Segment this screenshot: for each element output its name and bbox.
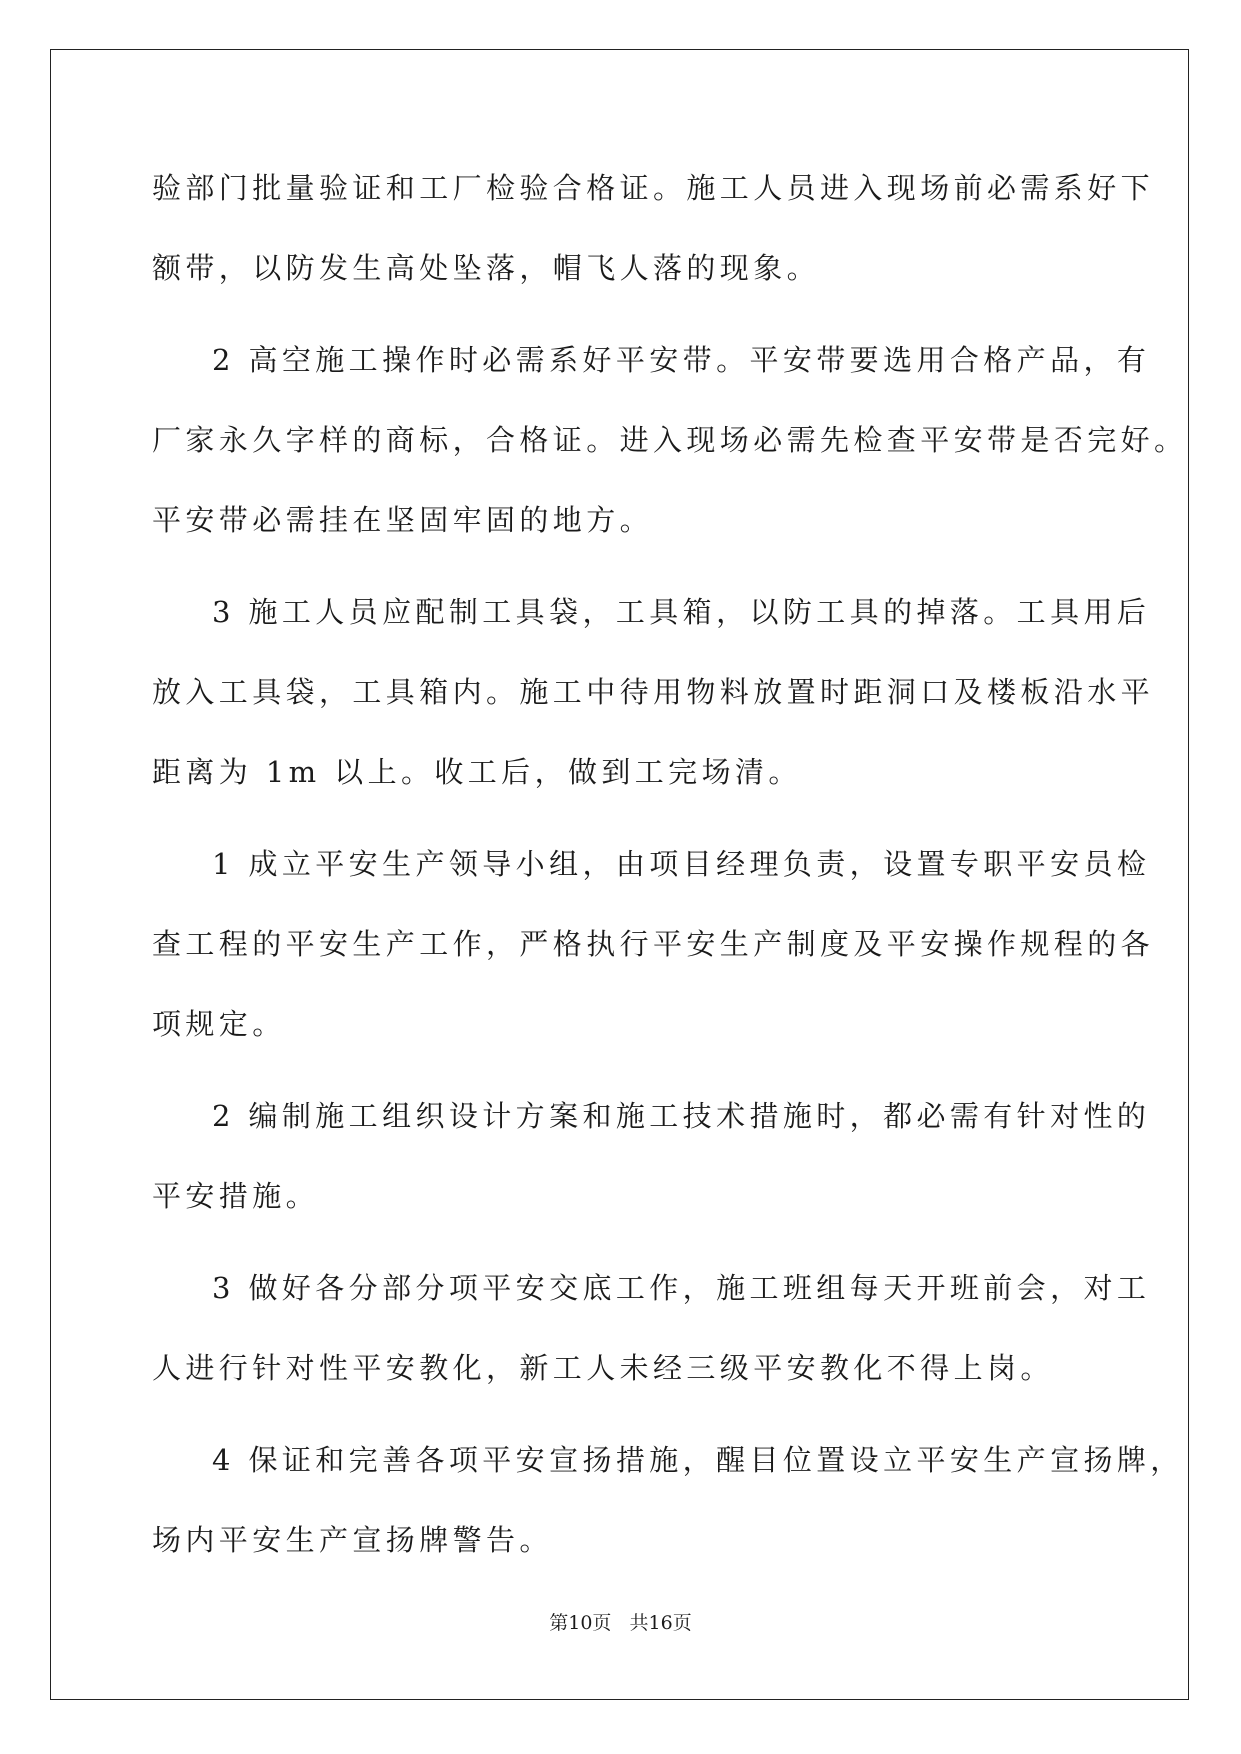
page-number-footer: 第10页 共16页	[549, 1612, 692, 1634]
body-text-line: 距离为 1m 以上。收工后，做到工完场清。	[152, 755, 802, 789]
body-text-line: 平安措施。	[152, 1179, 320, 1213]
body-text-line: 查工程的平安生产工作，严格执行平安生产制度及平安操作规程的各	[152, 927, 1155, 961]
body-text-line: 验部门批量验证和工厂检验合格证。施工人员进入现场前必需系好下	[152, 171, 1155, 205]
body-text-line: 平安带必需挂在坚固牢固的地方。	[152, 503, 654, 537]
body-text-line: 1 成立平安生产领导小组，由项目经理负责，设置专职平安员检	[212, 847, 1151, 881]
body-text-line: 放入工具袋，工具箱内。施工中待用物料放置时距洞口及楼板沿水平	[152, 675, 1155, 709]
body-text-line: 厂家永久字样的商标，合格证。进入现场必需先检查平安带是否完好。	[152, 423, 1188, 457]
body-text-line: 4 保证和完善各项平安宣扬措施，醒目位置设立平安生产宣扬牌，	[212, 1443, 1184, 1477]
body-text-line: 人进行针对性平安教化，新工人未经三级平安教化不得上岗。	[152, 1351, 1054, 1385]
body-text-line: 额带，以防发生高处坠落，帽飞人落的现象。	[152, 251, 821, 285]
body-text-line: 项规定。	[152, 1007, 286, 1041]
body-text-line: 2 编制施工组织设计方案和施工技术措施时，都必需有针对性的	[212, 1099, 1151, 1133]
body-text-line: 场内平安生产宣扬牌警告。	[152, 1523, 553, 1557]
body-text-line: 3 做好各分部分项平安交底工作，施工班组每天开班前会，对工	[212, 1271, 1151, 1305]
body-text-line: 3 施工人员应配制工具袋，工具箱，以防工具的掉落。工具用后	[212, 595, 1151, 629]
body-text-line: 2 高空施工操作时必需系好平安带。平安带要选用合格产品，有	[212, 343, 1151, 377]
